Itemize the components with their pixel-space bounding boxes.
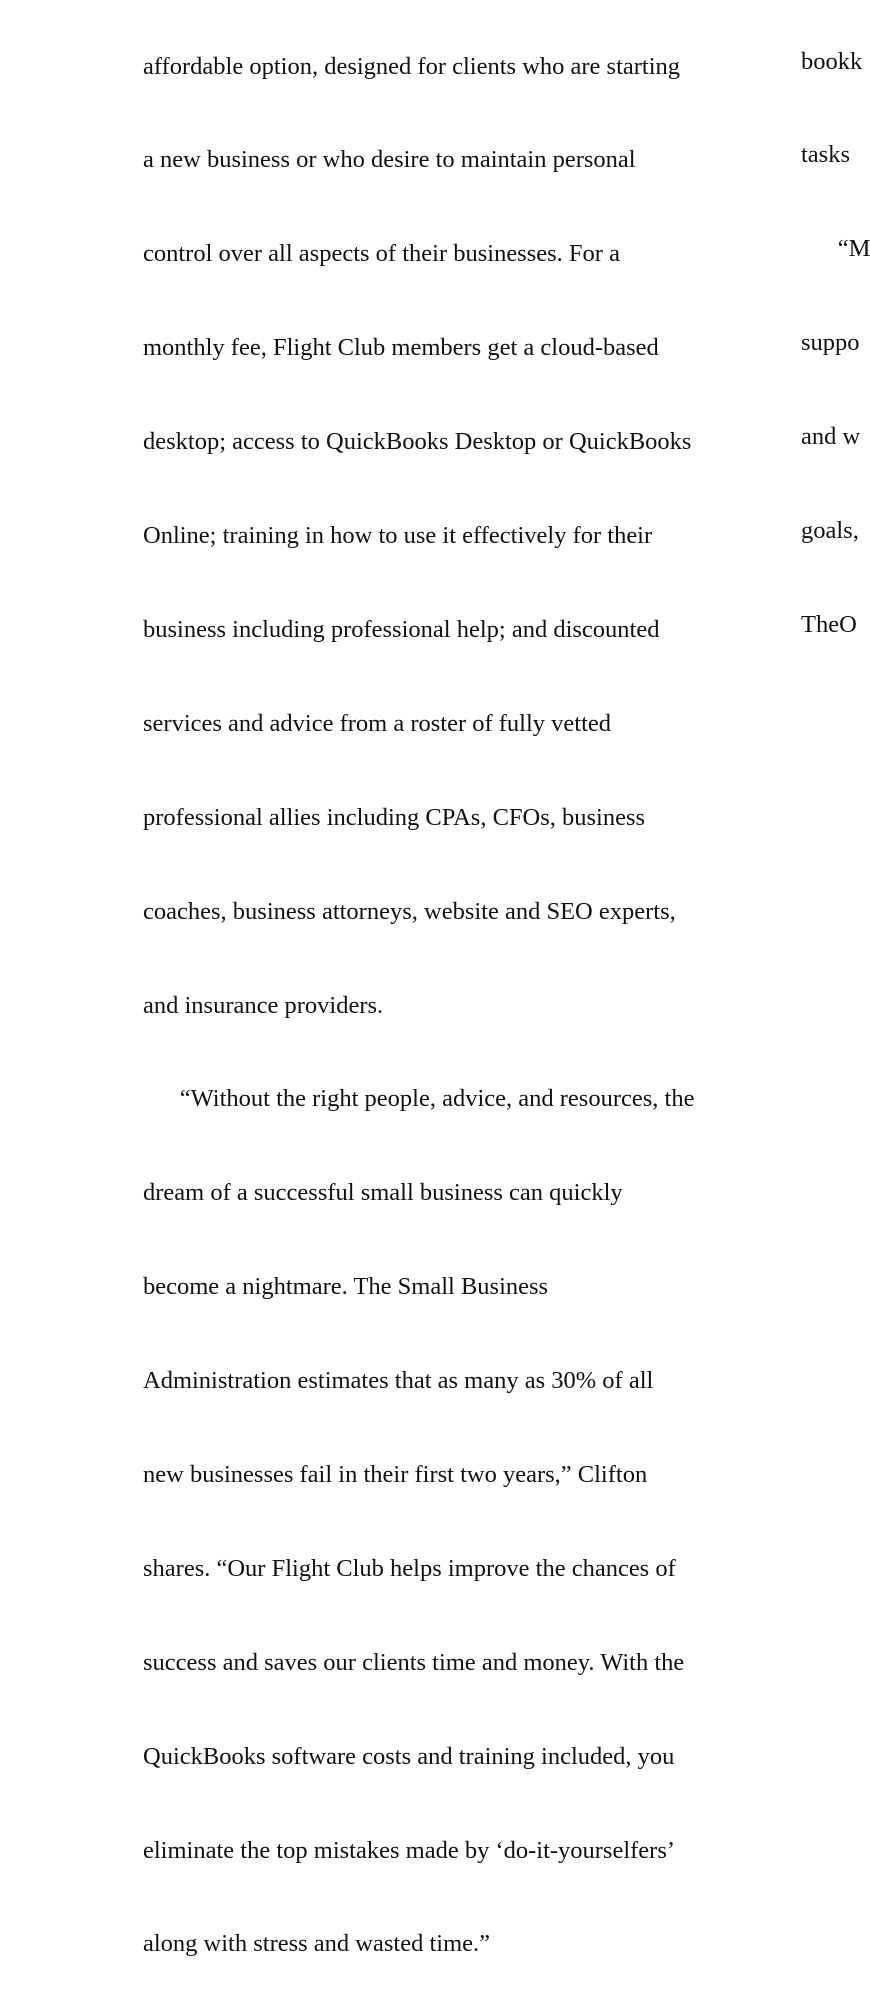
right-text-column <box>801 0 870 672</box>
text-line: bookk <box>801 47 863 75</box>
text-line: a new business or who desire to maintain personal <box>143 146 636 174</box>
text-line: shares. “Our Flight Club helps improve the chances of <box>143 1554 676 1582</box>
text-line: new businesses fail in their first two years,” Clifton <box>143 1460 648 1488</box>
text-line: goals, <box>801 517 859 545</box>
text-line: success and saves our clients time and money. With the <box>143 1648 685 1676</box>
text-line: suppo <box>801 329 860 357</box>
text-line: and insurance providers. <box>143 991 384 1019</box>
text-line: QuickBooks software costs and training included, you <box>143 1742 675 1770</box>
text-line: services and advice from a roster of fully vetted <box>143 709 612 737</box>
text-line: “M <box>801 235 870 263</box>
text-line: control over all aspects of their businesses. For a <box>143 240 620 268</box>
text-line: become a nightmare. The Small Business <box>143 1273 549 1301</box>
text-line: dream of a successful small business can quickly <box>143 1179 623 1207</box>
text-line: coaches, business attorneys, website and SEO experts, <box>143 897 676 925</box>
text-line: monthly fee, Flight Club members get a cloud-based <box>143 334 659 362</box>
text-line: Administration estimates that as many as 30% of all <box>143 1367 654 1395</box>
text-line: TheO <box>801 610 857 638</box>
text-line: and w <box>801 423 861 451</box>
text-line: Online; training in how to use it effectively for their <box>143 522 653 550</box>
text-line: desktop; access to QuickBooks Desktop or QuickBooks <box>143 428 692 456</box>
main-text-column <box>143 0 694 1991</box>
text-line: “Without the right people, advice, and resources, the <box>143 1085 695 1113</box>
text-line: professional allies including CPAs, CFOs, business <box>143 803 646 831</box>
text-line: along with stress and wasted time.” <box>143 1930 491 1958</box>
text-line: tasks <box>801 141 850 169</box>
text-line: affordable option, designed for clients who are starting <box>143 52 681 80</box>
text-line: business including professional help; and discounted <box>143 615 660 643</box>
text-line: eliminate the top mistakes made by ‘do-it-yourselfers’ <box>143 1836 676 1864</box>
